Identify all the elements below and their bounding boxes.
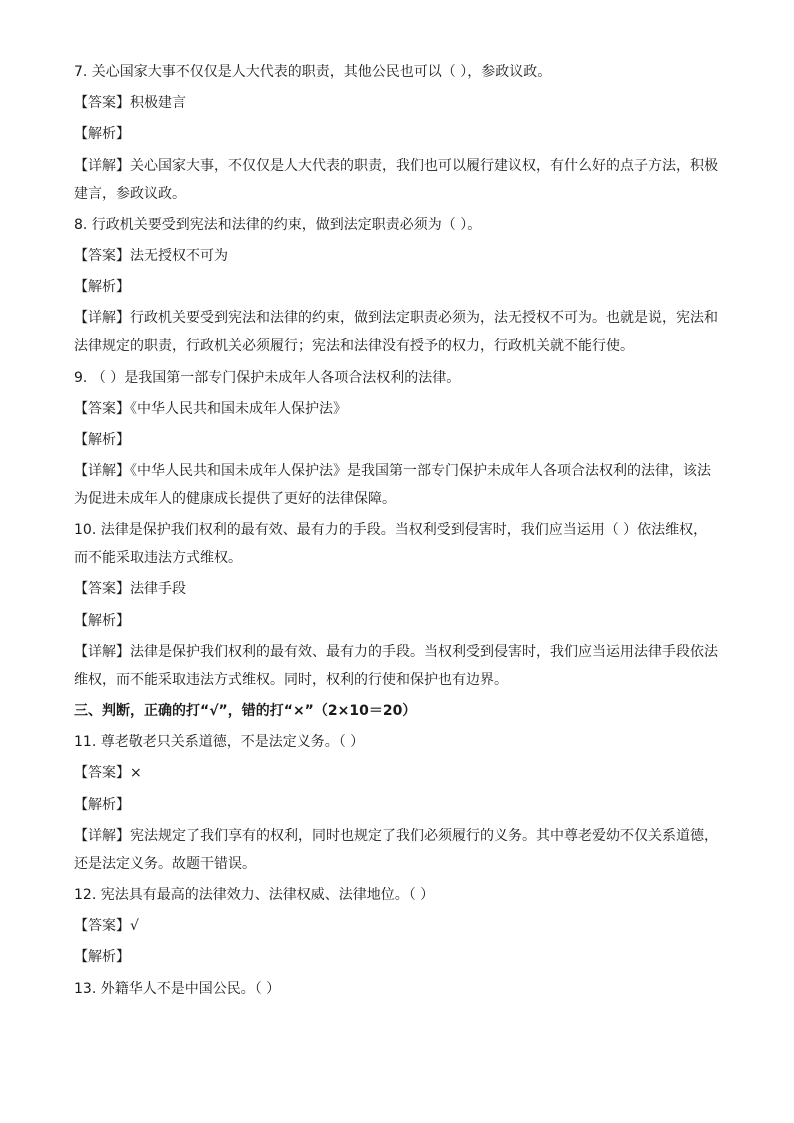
answer-9 (74, 399, 724, 419)
detail-text: 《中华人民共和国未成年人保护法》是我国第一部专门保护未成年人各项合法权利的法律，该法 (130, 463, 711, 480)
question-10 (74, 520, 724, 540)
answer-10 (74, 579, 724, 599)
detail-tag: 【详解】 (74, 157, 130, 174)
question-text: 8. 行政机关要受到宪法和法律的约束，做到法定职责必须为（ ）。 (74, 216, 482, 233)
detail-9 (74, 461, 724, 481)
analysis-tag: 【解析】 (74, 279, 130, 296)
detail-11-cont (74, 854, 724, 874)
answer-tag: 【答案】 (74, 581, 130, 598)
detail-10 (74, 642, 724, 662)
question-13 (74, 979, 724, 999)
question-text: 10. 法律是保护我们权利的最有效、最有力的手段。当权利受到侵害时，我们应当运用（ ）依法维权， (74, 522, 708, 539)
question-12 (74, 885, 724, 905)
analysis-7 (74, 124, 724, 144)
detail-8 (74, 308, 724, 328)
analysis-tag: 【解析】 (74, 431, 130, 448)
detail-text-cont: 还是法定义务。故题干错误。 (74, 855, 256, 872)
detail-text: 行政机关要受到宪法和法律的约束，做到法定职责必须为，法无授权不可为。也就是说，宪法和 (130, 310, 718, 327)
answer-text: 法无授权不可为 (130, 247, 228, 264)
section-heading (74, 701, 724, 721)
analysis-12 (74, 947, 724, 967)
detail-8-cont (74, 336, 724, 356)
answer-tag: 【答案】 (74, 765, 130, 782)
detail-text-cont: 维权，而不能采取违法方式维权。同时，权利的行使和保护也有边界。 (74, 671, 508, 688)
detail-7 (74, 156, 724, 176)
answer-tag: 【答案】 (74, 247, 130, 264)
question-8 (74, 215, 724, 235)
answer-text: × (130, 765, 142, 782)
analysis-tag: 【解析】 (74, 949, 130, 966)
answer-tag: 【答案】 (74, 95, 130, 112)
detail-tag: 【详解】 (74, 827, 130, 844)
question-11 (74, 732, 724, 752)
document-page (74, 62, 724, 1010)
detail-10-cont (74, 670, 724, 690)
answer-text: √ (130, 918, 139, 935)
question-9 (74, 368, 724, 388)
detail-11 (74, 826, 724, 846)
answer-11 (74, 763, 724, 783)
question-text-cont: 而不能采取违法方式维权。 (74, 550, 242, 567)
section-title: 三、判断，正确的打“√”，错的打“×”（2×10＝20） (74, 703, 417, 719)
detail-tag: 【详解】 (74, 643, 130, 660)
detail-text: 法律是保护我们权利的最有效、最有力的手段。当权利受到侵害时，我们应当运用法律手段依法 (130, 643, 718, 660)
question-7 (74, 62, 724, 82)
question-text: 9. （ ）是我国第一部专门保护未成年人各项合法权利的法律。 (74, 369, 461, 386)
question-10-cont (74, 548, 724, 568)
detail-tag: 【详解】 (74, 310, 130, 327)
detail-text: 宪法规定了我们享有的权利，同时也规定了我们必须履行的义务。其中尊老爱幼不仅关系道德， (130, 827, 718, 844)
analysis-tag: 【解析】 (74, 796, 130, 813)
question-text: 12. 宪法具有最高的法律效力、法律权威、法律地位。（ ） (74, 886, 435, 903)
question-text: 11. 尊老敬老只关系道德，不是法定义务。（ ） (74, 734, 365, 751)
analysis-10 (74, 611, 724, 631)
detail-9-cont (74, 489, 724, 509)
detail-text-cont: 法律规定的职责，行政机关必须履行；宪法和法律没有授予的权力，行政机关就不能行使。 (74, 338, 634, 355)
analysis-9 (74, 430, 724, 450)
answer-tag: 【答案】 (74, 400, 130, 417)
analysis-11 (74, 795, 724, 815)
answer-12 (74, 916, 724, 936)
detail-7-cont (74, 184, 724, 204)
detail-text: 关心国家大事，不仅仅是人大代表的职责，我们也可以履行建议权，有什么好的点子方法，积极 (130, 157, 718, 174)
answer-text: 《中华人民共和国未成年人保护法》 (130, 400, 347, 417)
detail-text-cont: 建言，参政议政。 (74, 185, 186, 202)
answer-text: 法律手段 (130, 581, 186, 598)
detail-text-cont: 为促进未成年人的健康成长提供了更好的法律保障。 (74, 491, 396, 508)
detail-tag: 【详解】 (74, 463, 130, 480)
analysis-8 (74, 277, 724, 297)
answer-7 (74, 93, 724, 113)
analysis-tag: 【解析】 (74, 126, 130, 143)
answer-8 (74, 246, 724, 266)
answer-tag: 【答案】 (74, 918, 130, 935)
answer-text: 积极建言 (130, 95, 186, 112)
analysis-tag: 【解析】 (74, 612, 130, 629)
question-text: 13. 外籍华人不是中国公民。（ ） (74, 980, 281, 997)
question-text: 7. 关心国家大事不仅仅是人大代表的职责，其他公民也可以（ ），参政议政。 (74, 64, 552, 80)
